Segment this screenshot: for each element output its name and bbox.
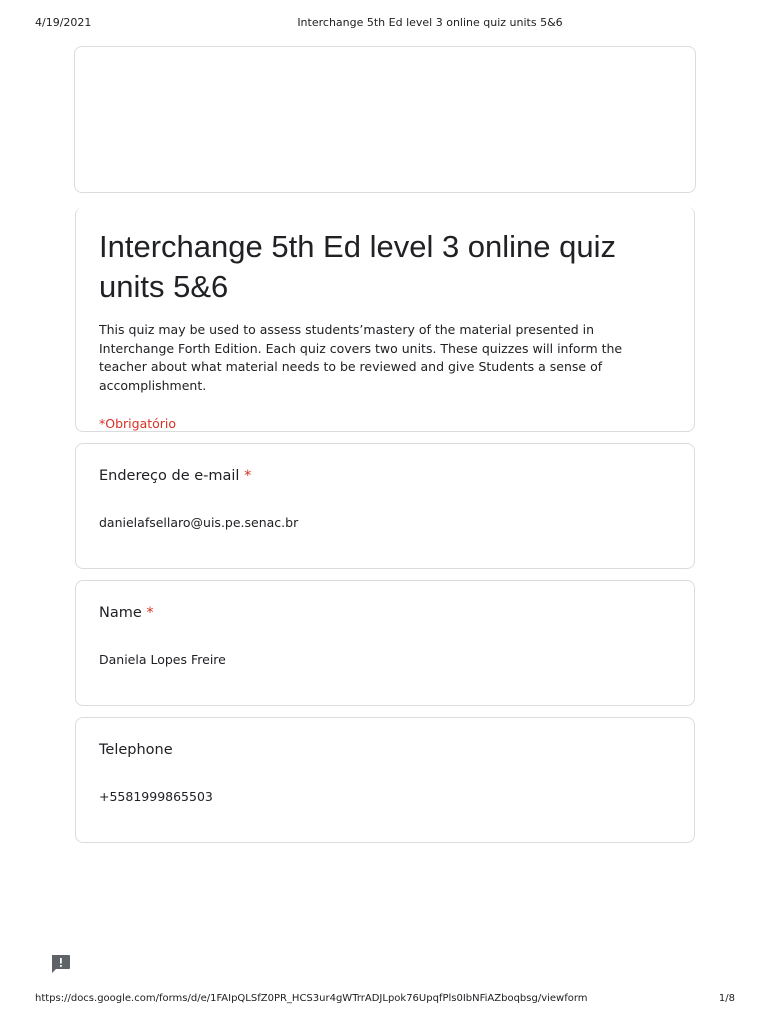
print-footer [0, 993, 768, 1009]
telephone-answer[interactable]: +5581999865503 [99, 789, 213, 804]
question-card-telephone [75, 717, 695, 843]
name-answer[interactable]: Daniela Lopes Freire [99, 652, 226, 667]
question-label [99, 603, 671, 623]
question-label [99, 740, 671, 760]
email-answer[interactable]: danielafsellaro@uis.pe.senac.br [99, 515, 299, 530]
question-card-name [75, 580, 695, 706]
form-description: This quiz may be used to assess students’mastery of the material presented in Interchange Forth Edition. Each quiz covers two units. These quizzes will inform the teacher about what material needs to be reviewed and give Students a sense of accomplishment. [99, 322, 623, 393]
page-number: 1/8 [718, 993, 735, 1004]
required-asterisk: * [146, 605, 154, 621]
question-card-email [75, 443, 695, 569]
question-label [99, 466, 671, 486]
print-title: Interchange 5th Ed level 3 online quiz units 5&6 [297, 16, 563, 29]
feedback-icon[interactable] [50, 954, 71, 974]
required-asterisk: * [244, 468, 252, 484]
required-note: *Obrigatório [99, 416, 177, 431]
print-header [0, 16, 768, 32]
question-title: Endereço de e-mail [99, 468, 240, 484]
print-date: 4/19/2021 [35, 16, 92, 29]
form-title: Interchange 5th Ed level 3 online quiz units 5&6 [99, 229, 617, 304]
form-title-card [75, 207, 695, 432]
question-title: Telephone [99, 742, 173, 758]
question-title: Name [99, 605, 142, 621]
header-banner [74, 46, 696, 193]
print-url[interactable]: https://docs.google.com/forms/d/e/1FAIpQLSfZ0PR_HCS3ur4gWTrrADJLpok76UpqfPls0IbNFiAZboqbsg/viewform [35, 993, 588, 1004]
